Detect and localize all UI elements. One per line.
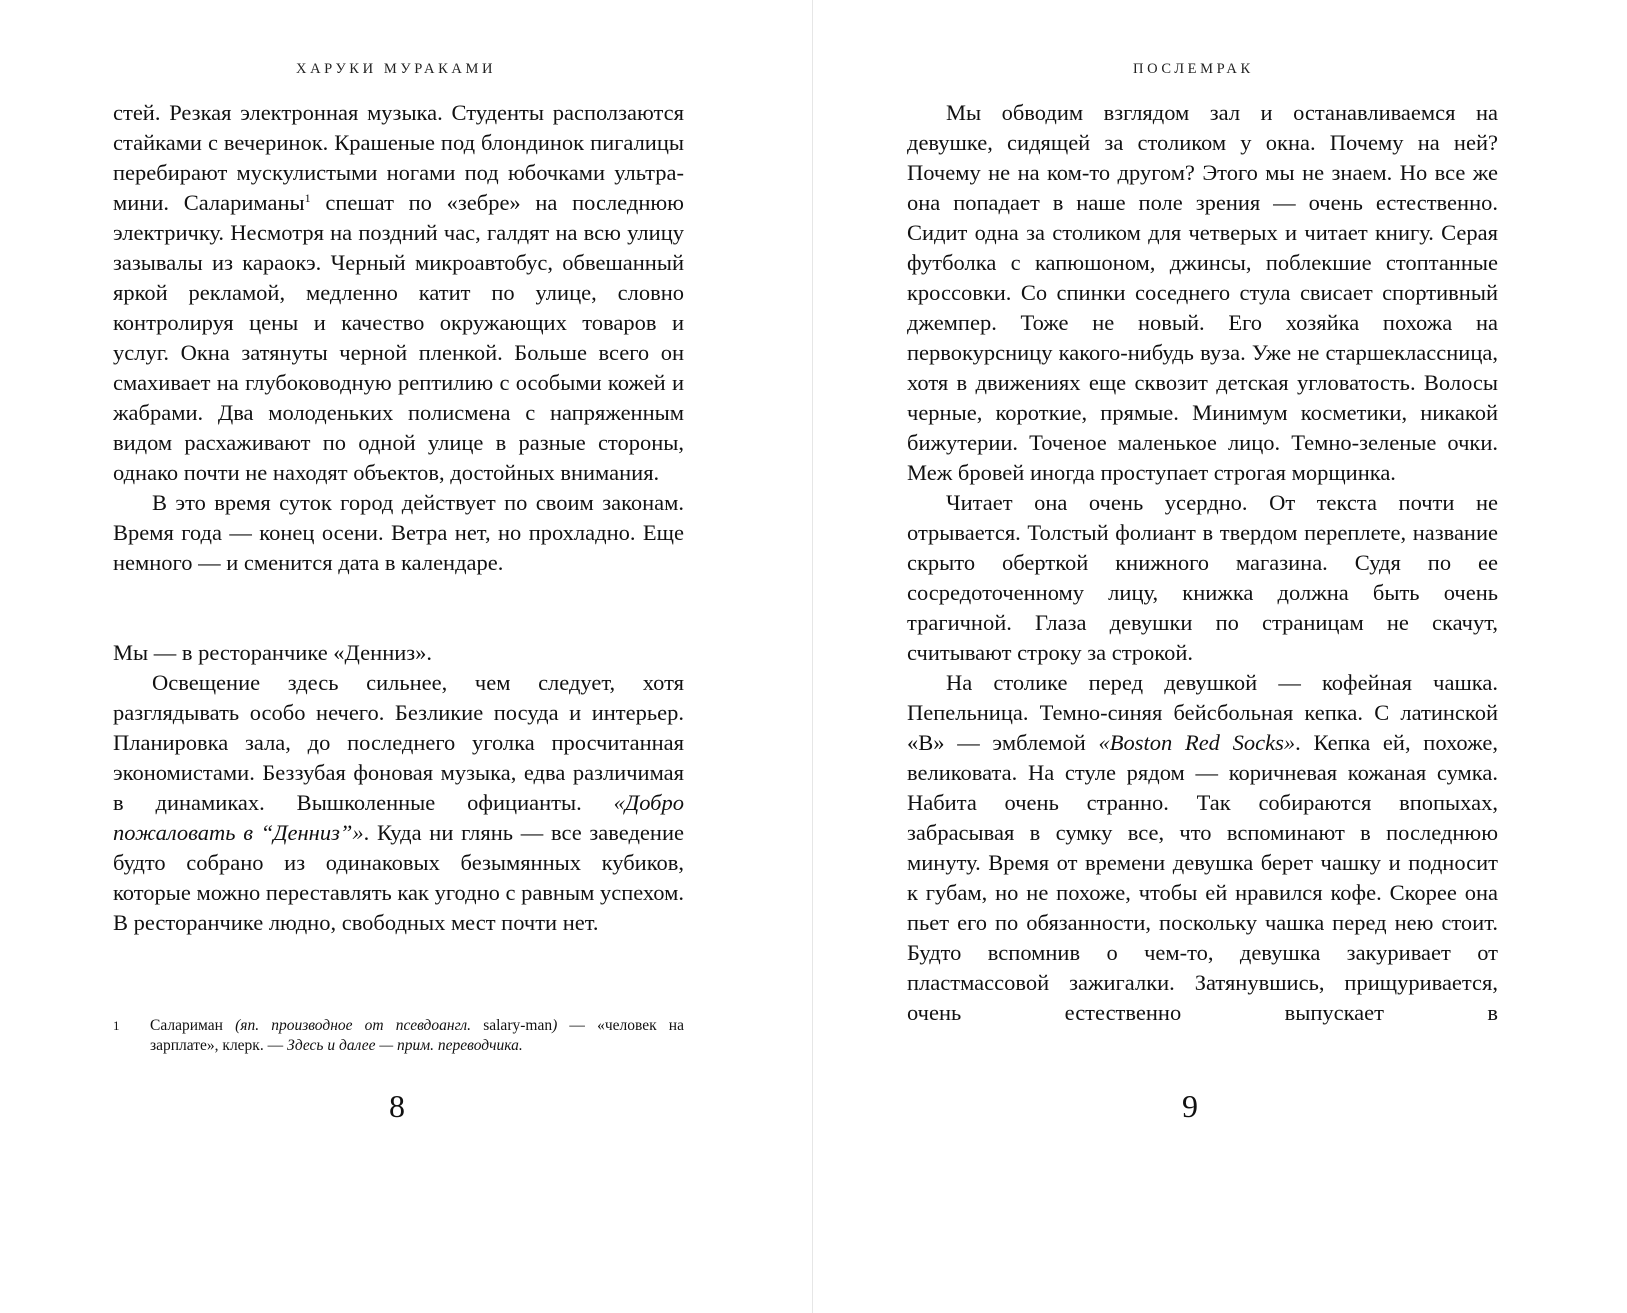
page-number-right: 9: [1182, 1088, 1198, 1124]
text-run: спешат по «зебре» на последнюю электричку. Несмотря на поздний час, галдят на всю улицу зазывалы из караокэ. Черный микроавтобус, обвешанный яркой рекламой, медленно катит по улице, словно контролируя цены и качество окружающих товаров и услуг. Окна затянуты черной пленкой. Больше всего он смахивает на глубоководную рептилию с особыми кожей и жабрами. Два молоденьких полисмена с напряженным видом расхаживают по одной улице в разные стороны, однако почти не находят объектов, достойных внимания.: [113, 190, 684, 485]
left-page-text: [113, 98, 684, 938]
footnote-italic: ): [552, 1017, 558, 1034]
text-run: Освещение здесь сильнее, чем следует, хотя разглядывать особо нечего. Безликие посуда и интерьер. Планировка зала, до последнего уголка просчитанная экономистами. Беззубая фоновая музыка, едва различимая в динамиках. Вышколенные официанты.: [113, 670, 684, 815]
right-page: [813, 0, 1627, 1313]
running-head-title: ПОСЛЕМРАК: [1133, 61, 1254, 77]
footnote-reference: 1: [304, 191, 311, 205]
text-run: стей. Резкая электронная музыка. Студенты расползаются стайками с вечеринок. Крашеные под блондинок пигалицы перебирают мускулистыми ногами под юбочками ультра-мини. Салариманы: [113, 100, 684, 215]
footnote-number: 1: [113, 1018, 120, 1033]
footnote-italic: (яп. производное от псевдоангл.: [222, 1017, 484, 1034]
italic-quote: «Boston Red Socks»: [1098, 730, 1296, 755]
paragraph: [113, 668, 684, 938]
italic-quote: «Добро пожаловать в “Денниз”»: [113, 790, 684, 845]
footnote-body: [150, 1016, 684, 1056]
right-page-text: [907, 98, 1498, 1028]
paragraph: [113, 98, 684, 488]
paragraph: Мы обводим взглядом зал и останавливаемся на девушке, сидящей за столиком у окна. Почему на ней? Почему не на ком-то другом? Этого мы не знаем. Но все же она попадает в наше поле зрения — очень естественно. Сидит одна за столиком для четверых и читает книгу. Серая футболка с капюшоном, джинсы, поблекшие стоптанные кроссовки. Со спинки соседнего стула свисает спортивный джемпер. Тоже не новый. Его хозяйка похожа на первокурсницу какого-нибудь вуза. Уже не старшеклассница, хотя в движениях еще сквозит детская угловатость. Волосы черные, короткие, прямые. Минимум косметики, никакой бижутерии. Точеное маленькое лицо. Темно-зеленые очки. Меж бровей иногда проступает строгая морщинка.: [907, 100, 1498, 485]
section-start-paragraph: Мы — в ресторанчике «Денниз».: [113, 640, 433, 665]
paragraph: В это время суток город действует по своим законам. Время года — конец осени. Ветра нет, но прохладно. Еще немного — и сменится дата в календаре.: [113, 490, 684, 575]
page-number-left: 8: [389, 1088, 405, 1124]
paragraph: [907, 668, 1498, 1028]
footnote-translator-note: Здесь и далее — прим. переводчика.: [286, 1037, 523, 1054]
left-page: [0, 0, 812, 1313]
text-run: . Куда ни глянь — все заведение будто собрано из одинаковых безымянных кубиков, которые можно переставлять как угодно с равным успехом. В ресторанчике людно, свободных мест почти нет.: [113, 820, 684, 935]
text-run: . Кепка ей, похоже, великовата. На стуле рядом — коричневая кожаная сумка. Набита очень странно. Так собираются впопыхах, забрасывая в сумку все, что вспоминают в последнюю минуту. Время от времени девушка берет чашку и подносит к губам, но не похоже, чтобы ей нравился кофе. Скорее она пьет его по обязанности, поскольку чашка перед нею стоит. Будто вспомнив о чем-то, девушка закуривает от пластмассовой зажигалки. Затянувшись, прищуривается, очень естественно выпускает в: [907, 730, 1498, 1025]
footnote-source-word: salary-man: [483, 1017, 553, 1034]
footnote-text: — «человек на зарплате», клерк. —: [150, 1017, 684, 1054]
footnote: [113, 1016, 684, 1056]
text-run: На столике перед девушкой — кофейная чашка. Пепельница. Темно-синяя бейсбольная кепка. С латинской «B» — эмблемой: [907, 670, 1498, 755]
running-head-author: ХАРУКИ МУРАКАМИ: [296, 61, 497, 77]
footnote-term: Салариман: [150, 1017, 223, 1034]
paragraph: Читает она очень усердно. От текста почти не отрывается. Толстый фолиант в твердом переплете, название скрыто оберткой книжного магазина. Судя по ее сосредоточенному лицу, книжка должна быть очень трагичной. Глаза девушки по страницам не скачут, считывают строку за строкой.: [907, 490, 1498, 665]
